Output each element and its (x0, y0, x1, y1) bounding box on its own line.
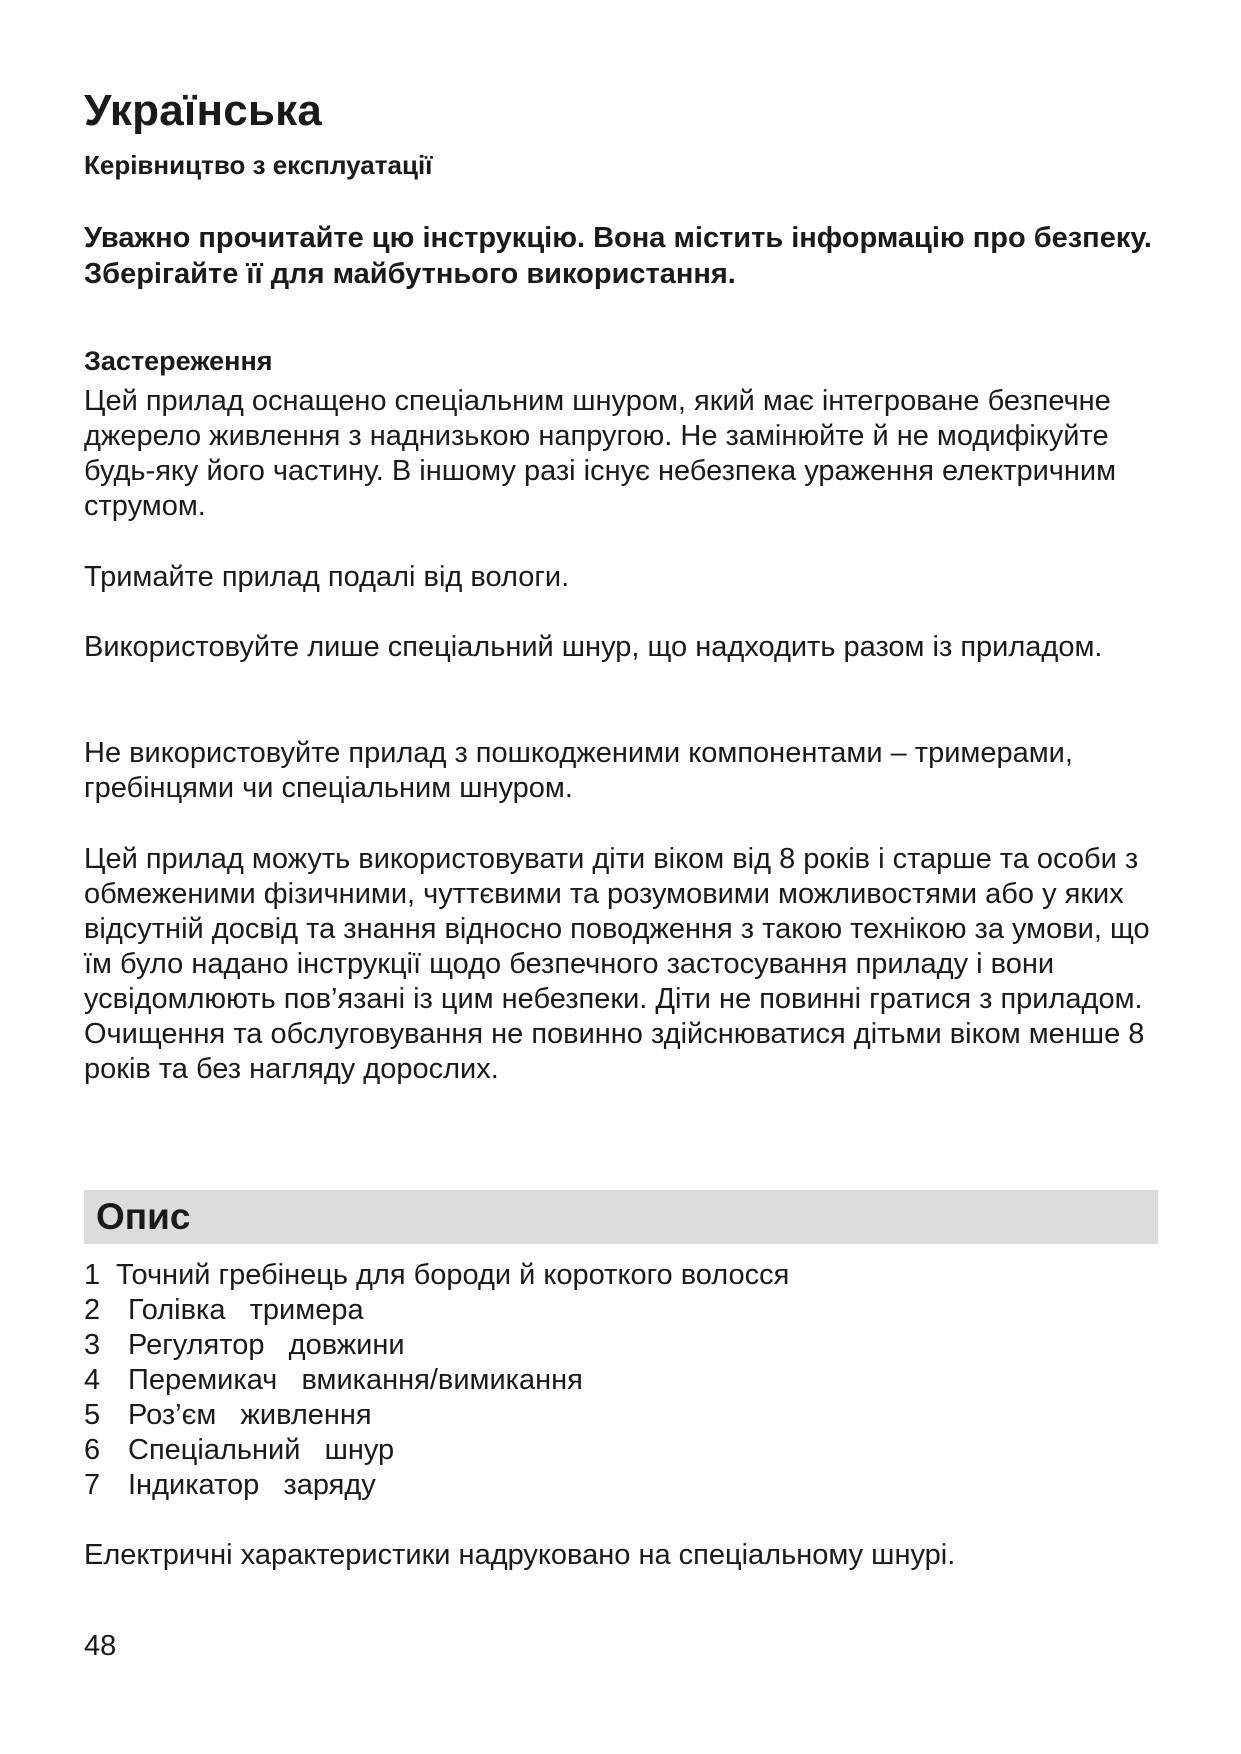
electrical-note: Електричні характеристики надруковано на спеціальному шнурі. (84, 1539, 956, 1571)
item-number: 5 (84, 1399, 101, 1431)
list-item (84, 1468, 789, 1503)
item-label: Перемикач вмикання/вимикання (128, 1364, 583, 1396)
item-label: Голівка тримера (128, 1294, 364, 1326)
intro-notice: Уважно прочитайте цю інструкцію. Вона містить інформацію про безпеку. Зберігайте її для майбутнього використання. (84, 222, 1152, 290)
list-item (84, 1258, 789, 1293)
language-title: Українська (84, 86, 323, 135)
description-section-header (84, 1190, 1158, 1244)
parts-list (84, 1258, 789, 1503)
page-number: 48 (84, 1630, 117, 1662)
warning-paragraph: Цей прилад оснащено спеціальним шнуром, який має інтегроване безпечне джерело живлення з наднизькою напругою. Не замінюйте й не модифікуйте будь-яку його частину. В іншому разі існує небезпека ураження електричним струмом. (84, 385, 1117, 522)
item-number: 6 (84, 1434, 101, 1466)
item-label: Роз’єм живлення (128, 1399, 372, 1431)
warning-paragraph: Не використовуйте прилад з пошкодженими компонентами – тримерами, гребінцями чи спеціальним шнуром. (84, 737, 1073, 804)
item-number: 1 (84, 1259, 101, 1291)
item-label: Регулятор довжини (128, 1329, 405, 1361)
list-item (84, 1293, 789, 1328)
list-item (84, 1363, 789, 1398)
manual-subtitle: Керівництво з експлуатації (84, 150, 433, 180)
warning-paragraph: Тримайте прилад подалі від вологи. (84, 561, 570, 593)
list-item (84, 1433, 789, 1468)
item-number: 3 (84, 1329, 101, 1361)
item-number: 2 (84, 1294, 101, 1326)
item-label: Індикатор заряду (128, 1469, 376, 1501)
list-item (84, 1328, 789, 1363)
item-number: 7 (84, 1469, 101, 1501)
description-title: Опис (96, 1196, 191, 1237)
item-number: 4 (84, 1364, 101, 1396)
item-label: Спеціальний шнур (128, 1434, 395, 1466)
item-label: Точний гребінець для бороди й короткого волосся (116, 1259, 790, 1291)
warning-paragraph: Використовуйте лише спеціальний шнур, що надходить разом із приладом. (84, 631, 1103, 663)
list-item (84, 1398, 789, 1433)
warnings-heading: Застереження (84, 346, 273, 376)
warning-paragraph: Цей прилад можуть використовувати діти віком від 8 років і старше та особи з обмеженими фізичними, чуттєвими та розумовими можливостями або у яких відсутній досвід та знання відносно поводження з такою технікою за умови, що їм було надано інструкції щодо безпечного застосування приладу і вони усвідомлюють пов’язані із цим небезпеки. Діти не повинні гратися з приладом. Очищення та обслуговування не повинно здійснюватися дітьми віком менше 8 років та без нагляду дорослих. (84, 843, 1150, 1085)
